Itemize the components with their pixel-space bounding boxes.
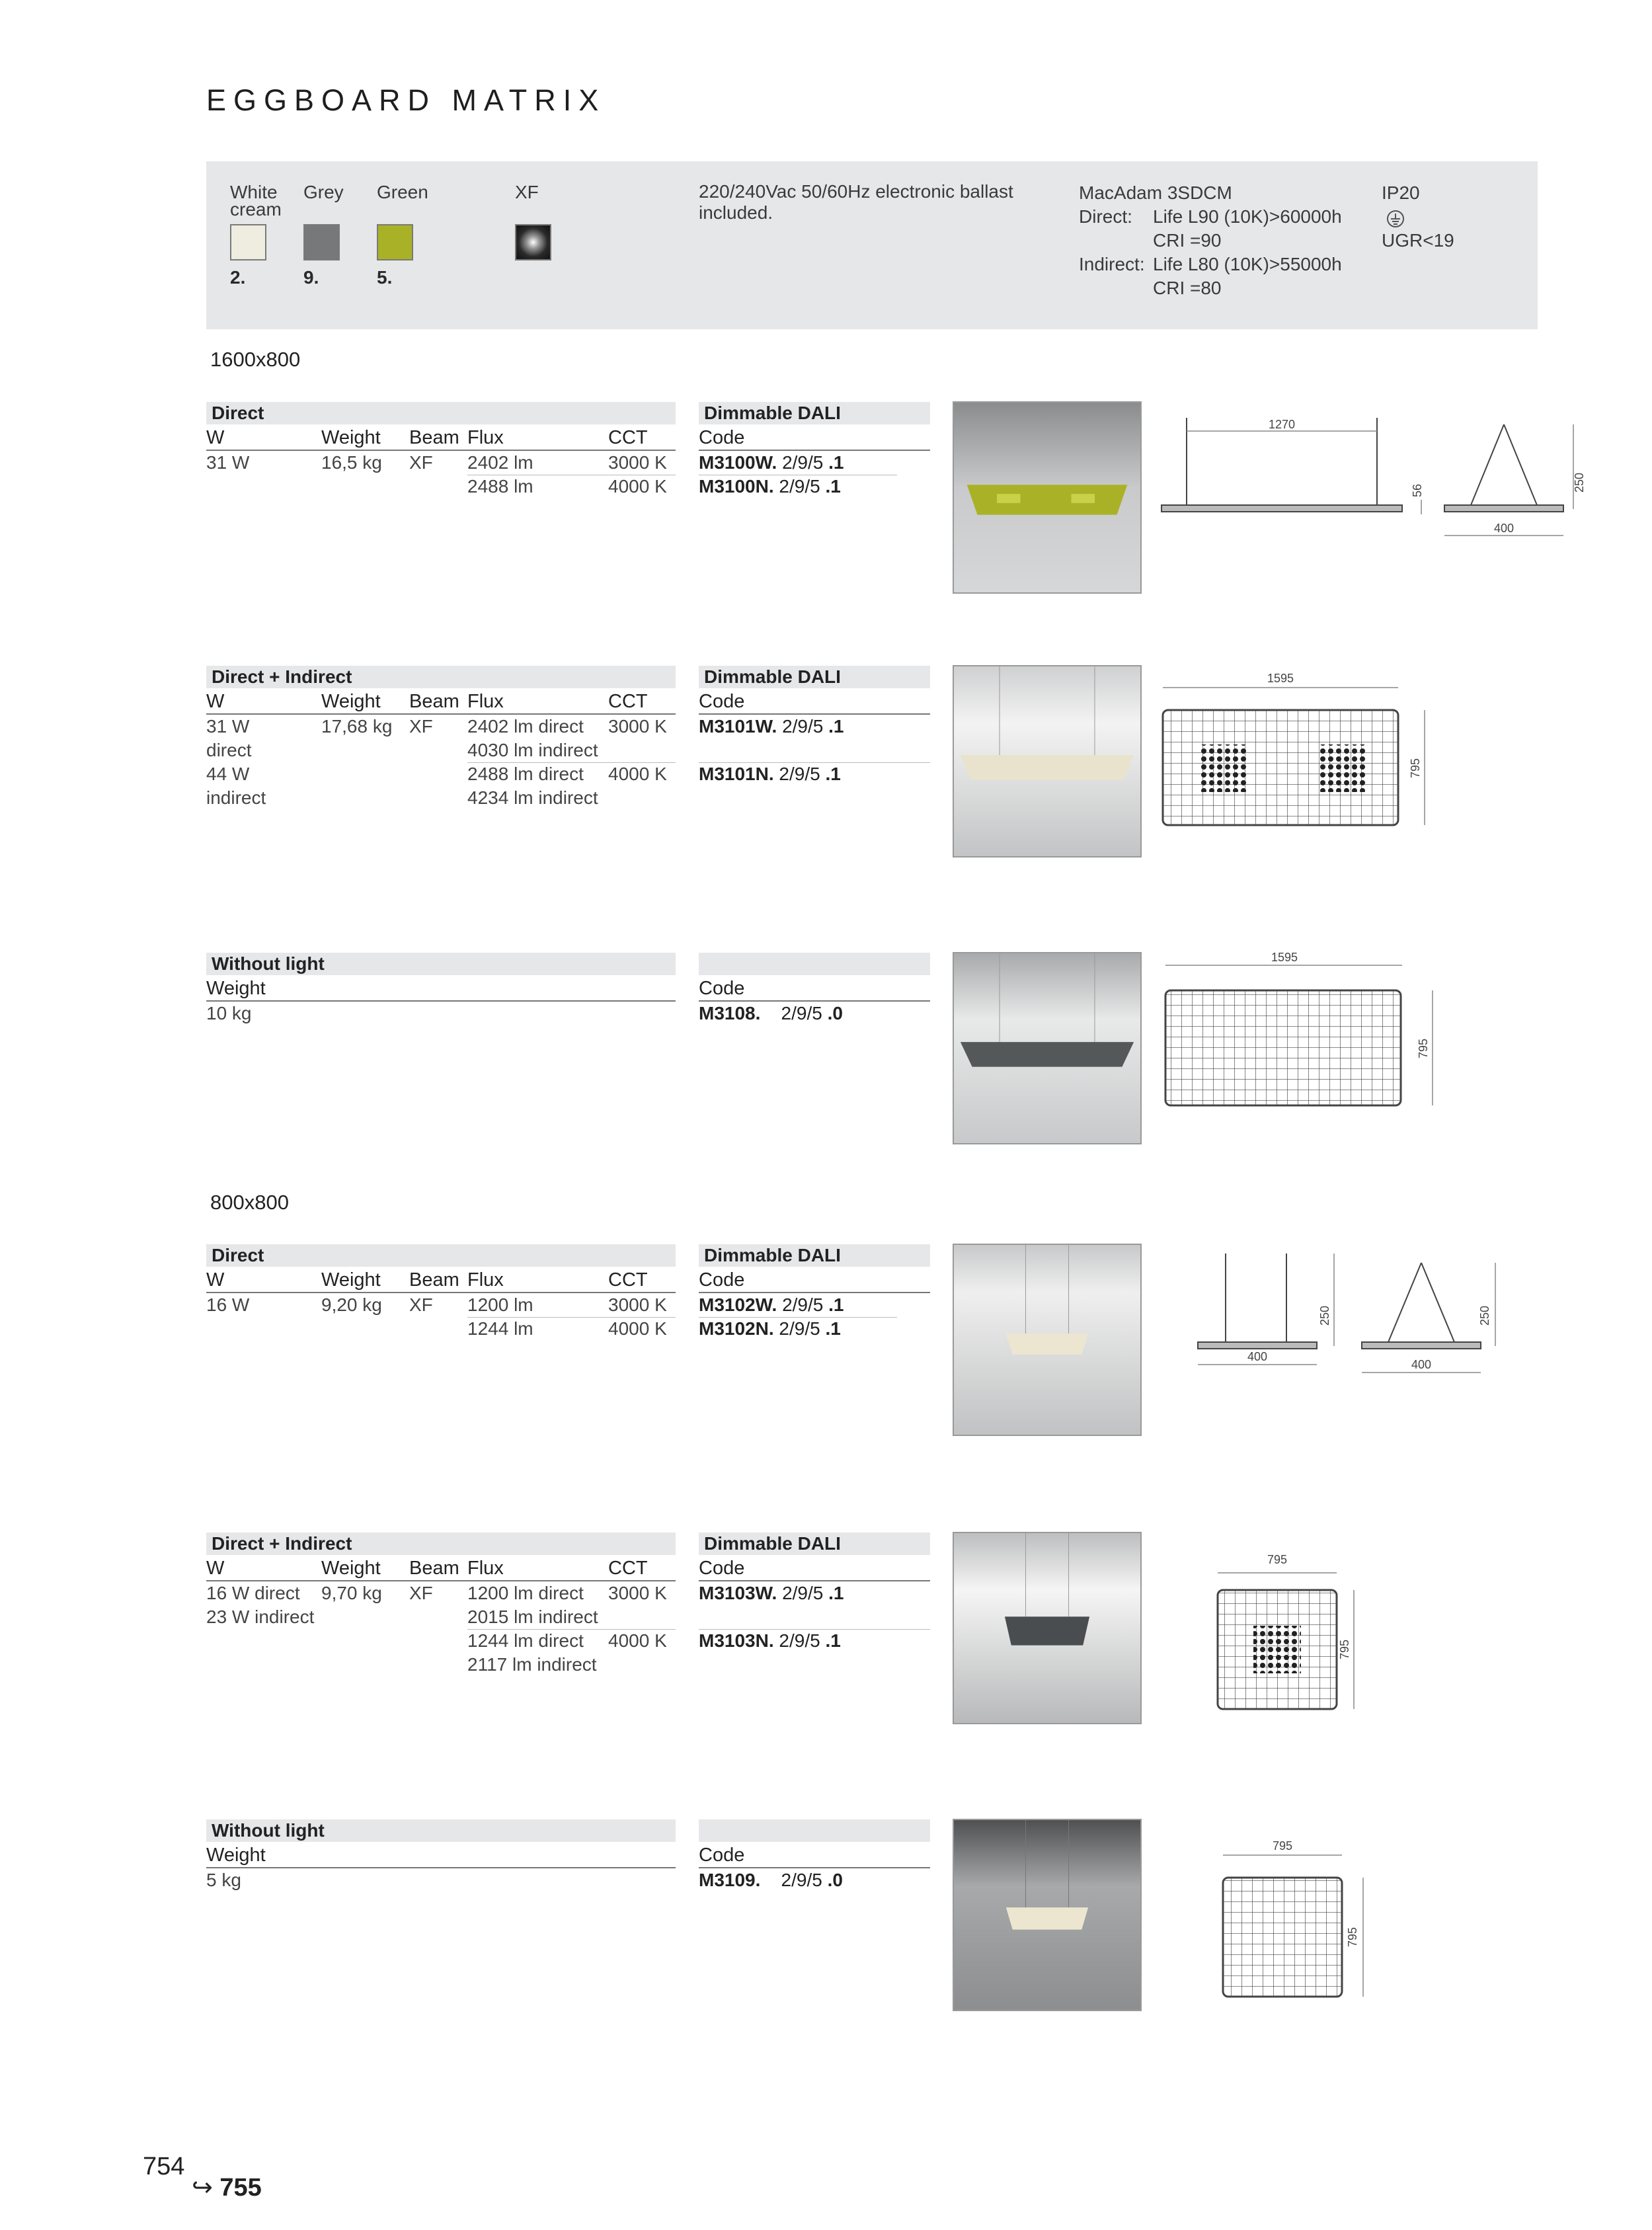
electrical-info: 220/240Vac 50/60Hz electronic ballast included. xyxy=(699,181,1013,223)
col-code: Code xyxy=(699,1269,745,1291)
cell-flux: 1244 lm xyxy=(467,1318,533,1339)
swatch-white-cream xyxy=(230,224,266,260)
cell-cct: 3000 K xyxy=(608,1294,667,1315)
product-photo-direct-indirect-800 xyxy=(953,1532,1142,1724)
dim-label: 400 xyxy=(1247,1350,1268,1363)
table-rule xyxy=(699,1000,930,1002)
ugr-rating: UGR<19 xyxy=(1382,230,1454,251)
col-beam: Beam xyxy=(409,427,459,448)
indirect-cri: CRI =80 xyxy=(1153,278,1222,298)
cell-beam: XF xyxy=(409,452,433,473)
product-code: M3100N. 2/9/5 .1 xyxy=(699,476,841,497)
col-cct: CCT xyxy=(608,427,648,448)
cell-weight: 9,70 kg xyxy=(321,1583,382,1603)
col-flux: Flux xyxy=(467,691,504,712)
class-ii-earth-icon xyxy=(1386,209,1405,229)
finish-code-green: 5. xyxy=(377,267,393,288)
dimmable-header: Dimmable DALI xyxy=(699,1244,930,1267)
dim-label: 1595 xyxy=(1271,951,1298,964)
cell-flux: 4234 lm indirect xyxy=(467,787,598,808)
cell-flux: 2015 lm indirect xyxy=(467,1607,598,1627)
row-divider xyxy=(699,1629,930,1630)
col-weight: Weight xyxy=(321,691,381,712)
col-code: Code xyxy=(699,691,745,712)
cell-flux: 4030 lm indirect xyxy=(467,740,598,760)
table-rule xyxy=(699,1580,930,1581)
table-rule xyxy=(206,1292,676,1293)
cell-cct: 4000 K xyxy=(608,476,667,497)
cell-beam: XF xyxy=(409,1294,433,1315)
dimension-drawing-direct-1600 xyxy=(1160,417,1590,549)
col-code: Code xyxy=(699,1845,745,1866)
plan-drawing-without-light-1600 xyxy=(1160,952,1458,1117)
cell-cct: 4000 K xyxy=(608,1630,667,1651)
size-label-1600x800: 1600x800 xyxy=(210,348,301,371)
cell-cct: 4000 K xyxy=(608,1318,667,1339)
cell-flux: 2117 lm indirect xyxy=(467,1654,597,1675)
col-code: Code xyxy=(699,978,745,999)
col-beam: Beam xyxy=(409,1558,459,1579)
dim-label: 250 xyxy=(1478,1305,1491,1326)
finish-label-xf: XF xyxy=(515,182,539,202)
product-code: M3103N. 2/9/5 .1 xyxy=(699,1630,841,1651)
cell-flux: 2402 lm direct xyxy=(467,716,584,737)
direct-life: Life L90 (10K)>60000h xyxy=(1153,206,1342,227)
dim-label: 795 xyxy=(1346,1927,1359,1948)
product-photo-without-light-800 xyxy=(953,1819,1142,2011)
cell-weight: 10 kg xyxy=(206,1003,252,1023)
dim-label: 1270 xyxy=(1268,418,1296,431)
cell-flux: 1200 lm xyxy=(467,1294,533,1315)
cell-flux: 2488 lm direct xyxy=(467,764,584,784)
dim-label: 795 xyxy=(1272,1839,1293,1852)
direct-cri: CRI =90 xyxy=(1153,230,1222,251)
finish-code-white-cream: 2. xyxy=(230,267,246,288)
cell-weight: 9,20 kg xyxy=(321,1294,382,1315)
product-code: M3102N. 2/9/5 .1 xyxy=(699,1318,841,1339)
col-weight: Weight xyxy=(321,1269,381,1291)
code-header-blank xyxy=(699,953,930,975)
dim-label: 795 xyxy=(1267,1553,1288,1566)
col-weight: Weight xyxy=(206,978,266,999)
cell-cct: 3000 K xyxy=(608,716,667,737)
col-code: Code xyxy=(699,1558,745,1579)
cell-w: 44 W xyxy=(206,764,250,784)
dim-label: 250 xyxy=(1573,472,1586,493)
swatch-xf-beam-icon xyxy=(515,224,551,260)
page-title: EGGBOARD MATRIX xyxy=(206,83,606,117)
block-header-direct: Direct xyxy=(206,402,676,424)
cell-weight: 5 kg xyxy=(206,1870,241,1890)
dim-label: 795 xyxy=(1338,1639,1351,1660)
dim-label: 56 xyxy=(1411,483,1424,498)
page-number-current: 754 xyxy=(143,2153,185,2180)
col-beam: Beam xyxy=(409,691,459,712)
finish-label-green: Green xyxy=(377,182,428,202)
col-w: W xyxy=(206,1269,225,1291)
cell-flux: 2488 lm xyxy=(467,476,533,497)
direct-label: Direct: xyxy=(1079,206,1132,227)
col-flux: Flux xyxy=(467,1558,504,1579)
cell-w: 31 W xyxy=(206,452,250,473)
table-rule xyxy=(699,1867,930,1868)
col-beam: Beam xyxy=(409,1269,459,1291)
swatch-green xyxy=(377,224,413,260)
cell-weight: 17,68 kg xyxy=(321,716,393,737)
dimension-drawing-direct-800 xyxy=(1190,1250,1507,1382)
dimmable-header: Dimmable DALI xyxy=(699,1533,930,1555)
cell-flux: 1200 lm direct xyxy=(467,1583,584,1603)
cell-beam: XF xyxy=(409,1583,433,1603)
product-code: M3101N. 2/9/5 .1 xyxy=(699,764,841,784)
dimmable-header: Dimmable DALI xyxy=(699,402,930,424)
cell-w: 31 W xyxy=(206,716,250,737)
dim-label: 1595 xyxy=(1267,672,1294,685)
product-photo-direct-indirect-1600 xyxy=(953,665,1142,857)
swatch-grey xyxy=(303,224,340,260)
macadam: MacAdam 3SDCM xyxy=(1079,182,1232,203)
product-photo-without-light-1600 xyxy=(953,952,1142,1144)
dimmable-header: Dimmable DALI xyxy=(699,666,930,688)
table-rule xyxy=(206,450,676,451)
col-cct: CCT xyxy=(608,1269,648,1291)
plan-drawing-without-light-800 xyxy=(1210,1838,1382,2010)
block-header-direct-indirect: Direct + Indirect xyxy=(206,666,676,688)
row-divider xyxy=(699,762,930,763)
product-photo-direct-1600 xyxy=(953,401,1142,594)
col-weight: Weight xyxy=(321,1558,381,1579)
col-weight: Weight xyxy=(321,427,381,448)
table-rule xyxy=(206,713,676,715)
arrow-return-icon: ↪ xyxy=(192,2174,213,2202)
table-rule xyxy=(699,1292,930,1293)
col-flux: Flux xyxy=(467,427,504,448)
table-rule xyxy=(699,713,930,715)
row-divider xyxy=(467,1317,676,1318)
product-code: M3103W. 2/9/5 .1 xyxy=(699,1583,844,1603)
col-w: W xyxy=(206,691,225,712)
product-code: M3102W. 2/9/5 .1 xyxy=(699,1294,844,1315)
product-code: M3109. 2/9/5 .0 xyxy=(699,1870,843,1890)
cell-weight: 16,5 kg xyxy=(321,452,382,473)
table-rule xyxy=(206,1580,676,1581)
table-rule xyxy=(699,450,930,451)
table-rule xyxy=(206,1000,676,1002)
product-photo-direct-800 xyxy=(953,1244,1142,1436)
row-divider xyxy=(467,1629,676,1630)
cell-cct: 4000 K xyxy=(608,764,667,784)
col-flux: Flux xyxy=(467,1269,504,1291)
block-header-without-light: Without light xyxy=(206,1819,676,1842)
page-number-next-link[interactable] xyxy=(192,2172,262,2202)
product-code: M3101W. 2/9/5 .1 xyxy=(699,716,844,737)
finish-label-white-cream: White cream xyxy=(230,182,282,219)
ip-rating: IP20 xyxy=(1382,182,1420,203)
product-code: M3100W. 2/9/5 .1 xyxy=(699,452,844,473)
col-w: W xyxy=(206,1558,225,1579)
size-label-800x800: 800x800 xyxy=(210,1191,289,1214)
indirect-life: Life L80 (10K)>55000h xyxy=(1153,254,1342,274)
plan-drawing-direct-indirect-1600 xyxy=(1160,668,1458,833)
col-code: Code xyxy=(699,427,745,448)
col-weight: Weight xyxy=(206,1845,266,1866)
cell-flux: 1244 lm direct xyxy=(467,1630,584,1651)
table-rule xyxy=(206,1867,676,1868)
dim-label: 795 xyxy=(1417,1038,1430,1059)
cell-w: 23 W indirect xyxy=(206,1607,315,1627)
dim-label: 400 xyxy=(1493,522,1514,535)
cell-flux: 2402 lm xyxy=(467,452,533,473)
plan-drawing-direct-indirect-800 xyxy=(1203,1550,1375,1722)
cell-w: direct xyxy=(206,740,252,760)
cell-w: indirect xyxy=(206,787,266,808)
cell-w: 16 W xyxy=(206,1294,250,1315)
dim-label: 250 xyxy=(1318,1305,1331,1326)
block-header-without-light: Without light xyxy=(206,953,676,975)
dim-label: 400 xyxy=(1411,1358,1432,1371)
cell-beam: XF xyxy=(409,716,433,737)
col-w: W xyxy=(206,427,225,448)
col-cct: CCT xyxy=(608,691,648,712)
col-cct: CCT xyxy=(608,1558,648,1579)
dim-label: 795 xyxy=(1409,758,1422,779)
indirect-label: Indirect: xyxy=(1079,254,1145,274)
code-header-blank xyxy=(699,1819,930,1842)
finish-label-grey: Grey xyxy=(303,182,344,202)
row-divider xyxy=(467,762,676,763)
block-header-direct: Direct xyxy=(206,1244,676,1267)
cell-cct: 3000 K xyxy=(608,452,667,473)
cell-cct: 3000 K xyxy=(608,1583,667,1603)
block-header-direct-indirect: Direct + Indirect xyxy=(206,1533,676,1555)
finish-code-grey: 9. xyxy=(303,267,319,288)
product-code: M3108. 2/9/5 .0 xyxy=(699,1003,843,1023)
row-divider xyxy=(699,1317,897,1318)
next-page-number: 755 xyxy=(219,2174,262,2202)
cell-w: 16 W direct xyxy=(206,1583,300,1603)
